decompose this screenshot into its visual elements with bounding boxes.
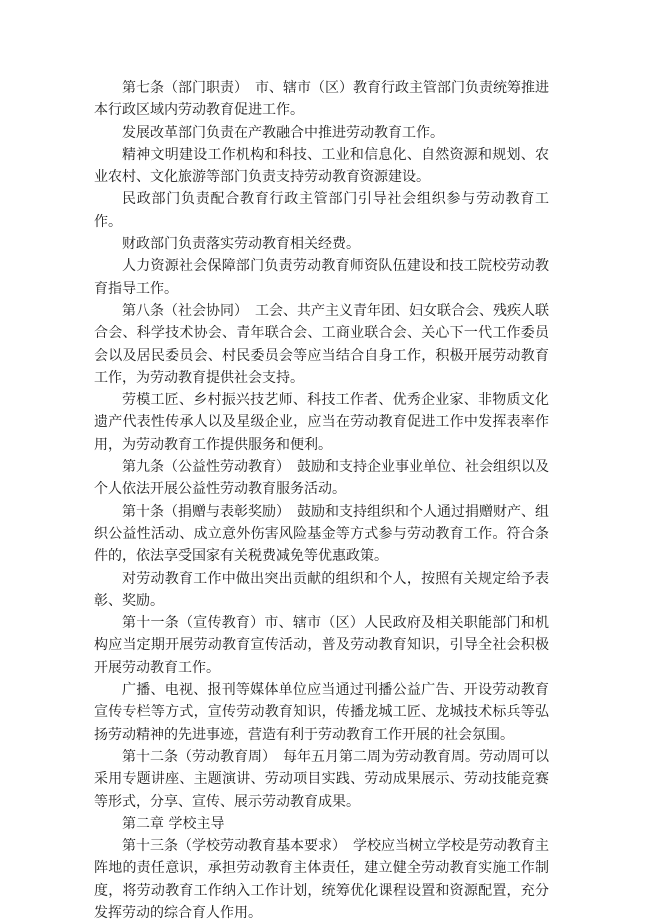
chapter-title: 第二章 学校主导	[122, 815, 225, 832]
article-12	[94, 746, 549, 813]
paragraph	[94, 188, 549, 233]
paragraph-text: 劳模工匠、乡村振兴技艺师、科技工作者、优秀企业家、非物质文化遗产代表性传承人以及星级企业，应当在劳动教育促进工作中发挥表率作用，为劳动教育工作提供服务和便利。	[94, 392, 549, 453]
paragraph-text: 市、辖市（区）人民政府及相关职能部门和机构应当定期开展劳动教育宣传活动，普及劳动教育知识，引导全社会积极开展劳动教育工作。	[94, 615, 550, 676]
article-heading: 第十二条（劳动教育周）	[122, 748, 283, 765]
paragraph-text: 鼓励和支持组织和个人通过捐赠财产、组织公益性活动、成立意外伤害风险基金等方式参与劳动教育工作。符合条件的，依法享受国家有关税费减免等优惠政策。	[94, 503, 549, 565]
paragraph-text: 发展改革部门负责在产教融合中推进劳动教育工作。	[122, 124, 444, 141]
paragraph	[94, 679, 549, 746]
chapter-heading	[94, 813, 549, 835]
article-heading: 第十条（捐赠与表彰奖励）	[122, 503, 297, 520]
article-9	[94, 456, 549, 501]
article-11	[94, 612, 549, 679]
paragraph-text: 精神文明建设工作机构和科技、工业和信息化、自然资源和规划、农业农村、文化旅游等部门负责支持劳动教育资源建设。	[94, 146, 549, 186]
paragraph	[94, 144, 549, 189]
paragraph	[94, 122, 549, 144]
article-7	[94, 77, 549, 122]
article-13	[94, 835, 549, 924]
paragraph-text: 对劳动教育工作中做出突出贡献的组织和个人，按照有关规定给予表彰、奖励。	[94, 570, 549, 609]
paragraph-text: 学校应当树立学校是劳动教育主阵地的责任意识，承担劳动教育主体责任，建立健全劳动教育实施工作制度，将劳动教育工作纳入工作计划，统筹优化课程设置和资源配置，充分发挥劳动的综合育人作用。	[94, 838, 549, 921]
article-heading: 第七条（部门职责）	[122, 80, 255, 96]
paragraph-text: 民政部门负责配合教育行政主管部门引导社会组织参与劳动教育工作。	[94, 191, 549, 230]
paragraph-text: 人力资源社会保障部门负责劳动教育师资队伍建设和技工院校劳动教育指导工作。	[94, 258, 549, 297]
article-8	[94, 300, 549, 389]
paragraph-text: 广播、电视、报刊等媒体单位应当通过刊播公益广告、开设劳动教育宣传专栏等方式，宣传劳动教育知识，传播龙城工匠、龙城技术标兵等弘扬劳动精神的先进事迹，营造有利于劳动教育工作开展的社会氛围。	[94, 682, 549, 743]
article-10	[94, 501, 549, 568]
paragraph	[94, 389, 549, 456]
document-body	[94, 77, 549, 924]
article-heading: 第十三条（学校劳动教育基本要求）	[122, 838, 353, 855]
paragraph-text: 财政部门负责落实劳动教育相关经费。	[122, 236, 360, 253]
paragraph	[94, 568, 549, 613]
article-heading: 第八条（社会协同）	[122, 302, 255, 319]
article-heading: 第九条（公益性劳动教育）	[122, 459, 297, 476]
article-heading: 第十一条（宣传教育）	[122, 615, 265, 632]
paragraph	[94, 255, 549, 300]
paragraph	[94, 233, 549, 255]
paragraph-text: 市、辖市（区）教育行政主管部门负责统筹推进本行政区域内劳动教育促进工作。	[94, 80, 549, 119]
paragraph-text: 工会、共产主义青年团、妇女联合会、残疾人联合会、科学技术协会、青年联合会、工商业联合会、关心下一代工作委员会以及居民委员会、村民委员会等应当结合自身工作，积极开展劳动教育工作，为劳动教育提供社会支持。	[94, 302, 549, 386]
paragraph-text: 每年五月第二周为劳动教育周。劳动周可以采用专题讲座、主题演讲、劳动项目实践、劳动成果展示、劳动技能竞赛等形式，分享、宣传、展示劳动教育成果。	[94, 748, 549, 810]
paragraph-text: 鼓励和支持企业事业单位、社会组织以及个人依法开展公益性劳动教育服务活动。	[94, 459, 549, 498]
